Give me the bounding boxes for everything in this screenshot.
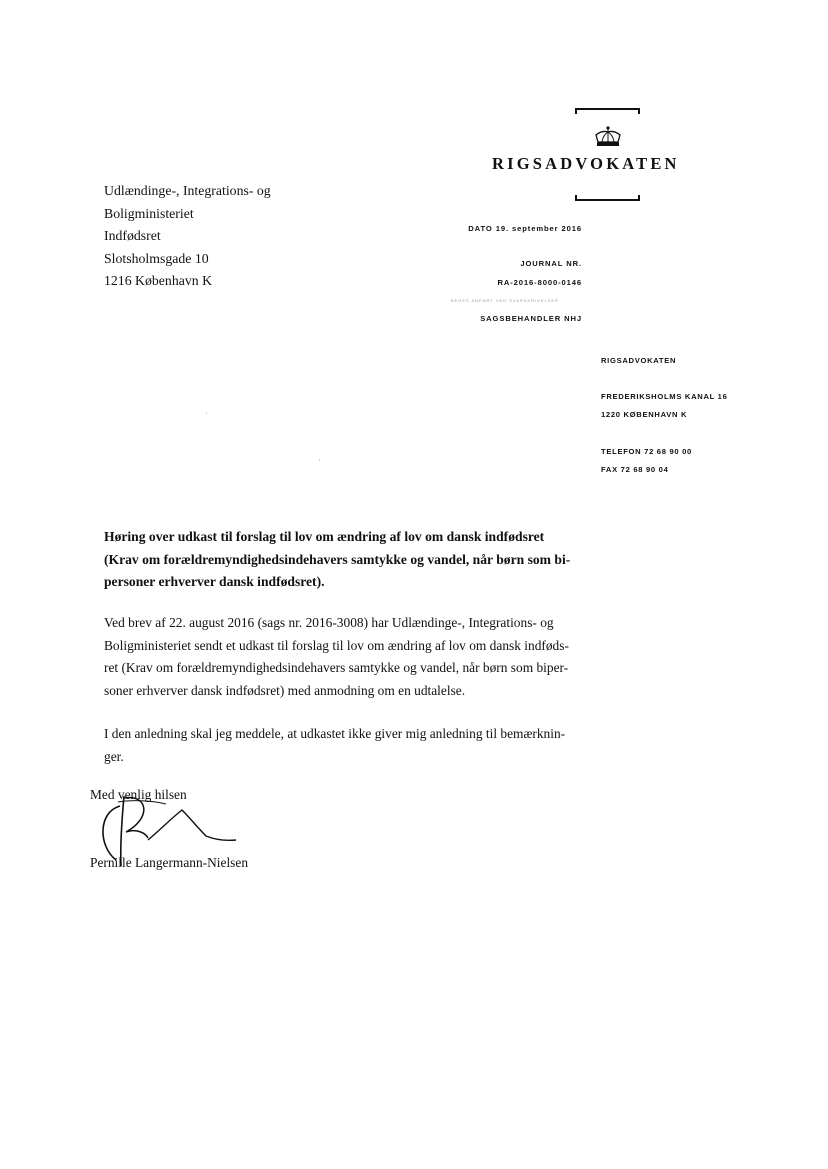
heading-line: (Krav om forældremyndighedsindehavers samtykke og vandel, når børn som bi- [104, 551, 571, 567]
paragraph-line: I den anledning skal jeg meddele, at udkastet ikke giver mig anledning til bemærknin- [104, 726, 566, 741]
paragraph-line: Ved brev af 22. august 2016 (sags nr. 2016-3008) har Udlændinge-, Integrations- og [104, 615, 554, 630]
heading-line: Høring over udkast til forslag til lov om ændring af lov om dansk indfødsret [104, 529, 545, 544]
closing-greeting: Med venlig hilsen [90, 787, 187, 802]
recipient-line: Indfødsret [104, 228, 161, 243]
logo-top-rule [575, 108, 640, 110]
case-handler: SAGSBEHANDLER NHJ [480, 314, 582, 323]
recipient-line: Udlændinge-, Integrations- og [104, 183, 271, 198]
journal-label: JOURNAL NR. [520, 259, 582, 268]
recipient-line: Boligministeriet [104, 205, 194, 221]
recipient-address [104, 180, 271, 293]
sender-phone: TELEFON 72 68 90 00 [601, 447, 692, 456]
paragraph-line: ret (Krav om forældremyndighedsindehavers samtykke og vandel, når børn som biper- [104, 660, 569, 675]
sender-name: RIGSADVOKATEN [601, 356, 677, 365]
letter-paragraph-1 [104, 612, 590, 702]
letter-date: DATO 19. september 2016 [468, 224, 582, 233]
logo-bottom-rule [575, 199, 640, 201]
recipient-line: Slotsholmsgade 10 [104, 250, 209, 266]
crown-icon [593, 126, 623, 148]
paragraph-line: Boligministeriet sendt et udkast til forslag til lov om ændring af lov om dansk indføds- [104, 637, 569, 653]
scan-speck [206, 412, 207, 414]
reference-note: BEDES ANFØRT VED SVARSKRIVELSER [451, 298, 559, 303]
heading-line: personer erhverver dansk indfødsret). [104, 574, 325, 589]
paragraph-line: ger. [104, 748, 124, 764]
sender-city: 1220 KØBENHAVN K [601, 410, 688, 419]
sender-street: FREDERIKSHOLMS KANAL 16 [601, 392, 728, 401]
logo-name: RIGSADVOKATEN [492, 154, 680, 173]
recipient-line: 1216 København K [104, 273, 213, 288]
scan-speck [319, 459, 320, 461]
journal-number: RA-2016-8000-0146 [497, 278, 582, 287]
letter-paragraph-2 [104, 723, 590, 768]
signer-name: Pernille Langermann-Nielsen [90, 855, 249, 870]
sender-fax: FAX 72 68 90 04 [601, 465, 669, 474]
letter-heading [104, 526, 590, 594]
paragraph-line: soner erhverver dansk indfødsret) med anmodning om en udtalelse. [104, 682, 466, 698]
